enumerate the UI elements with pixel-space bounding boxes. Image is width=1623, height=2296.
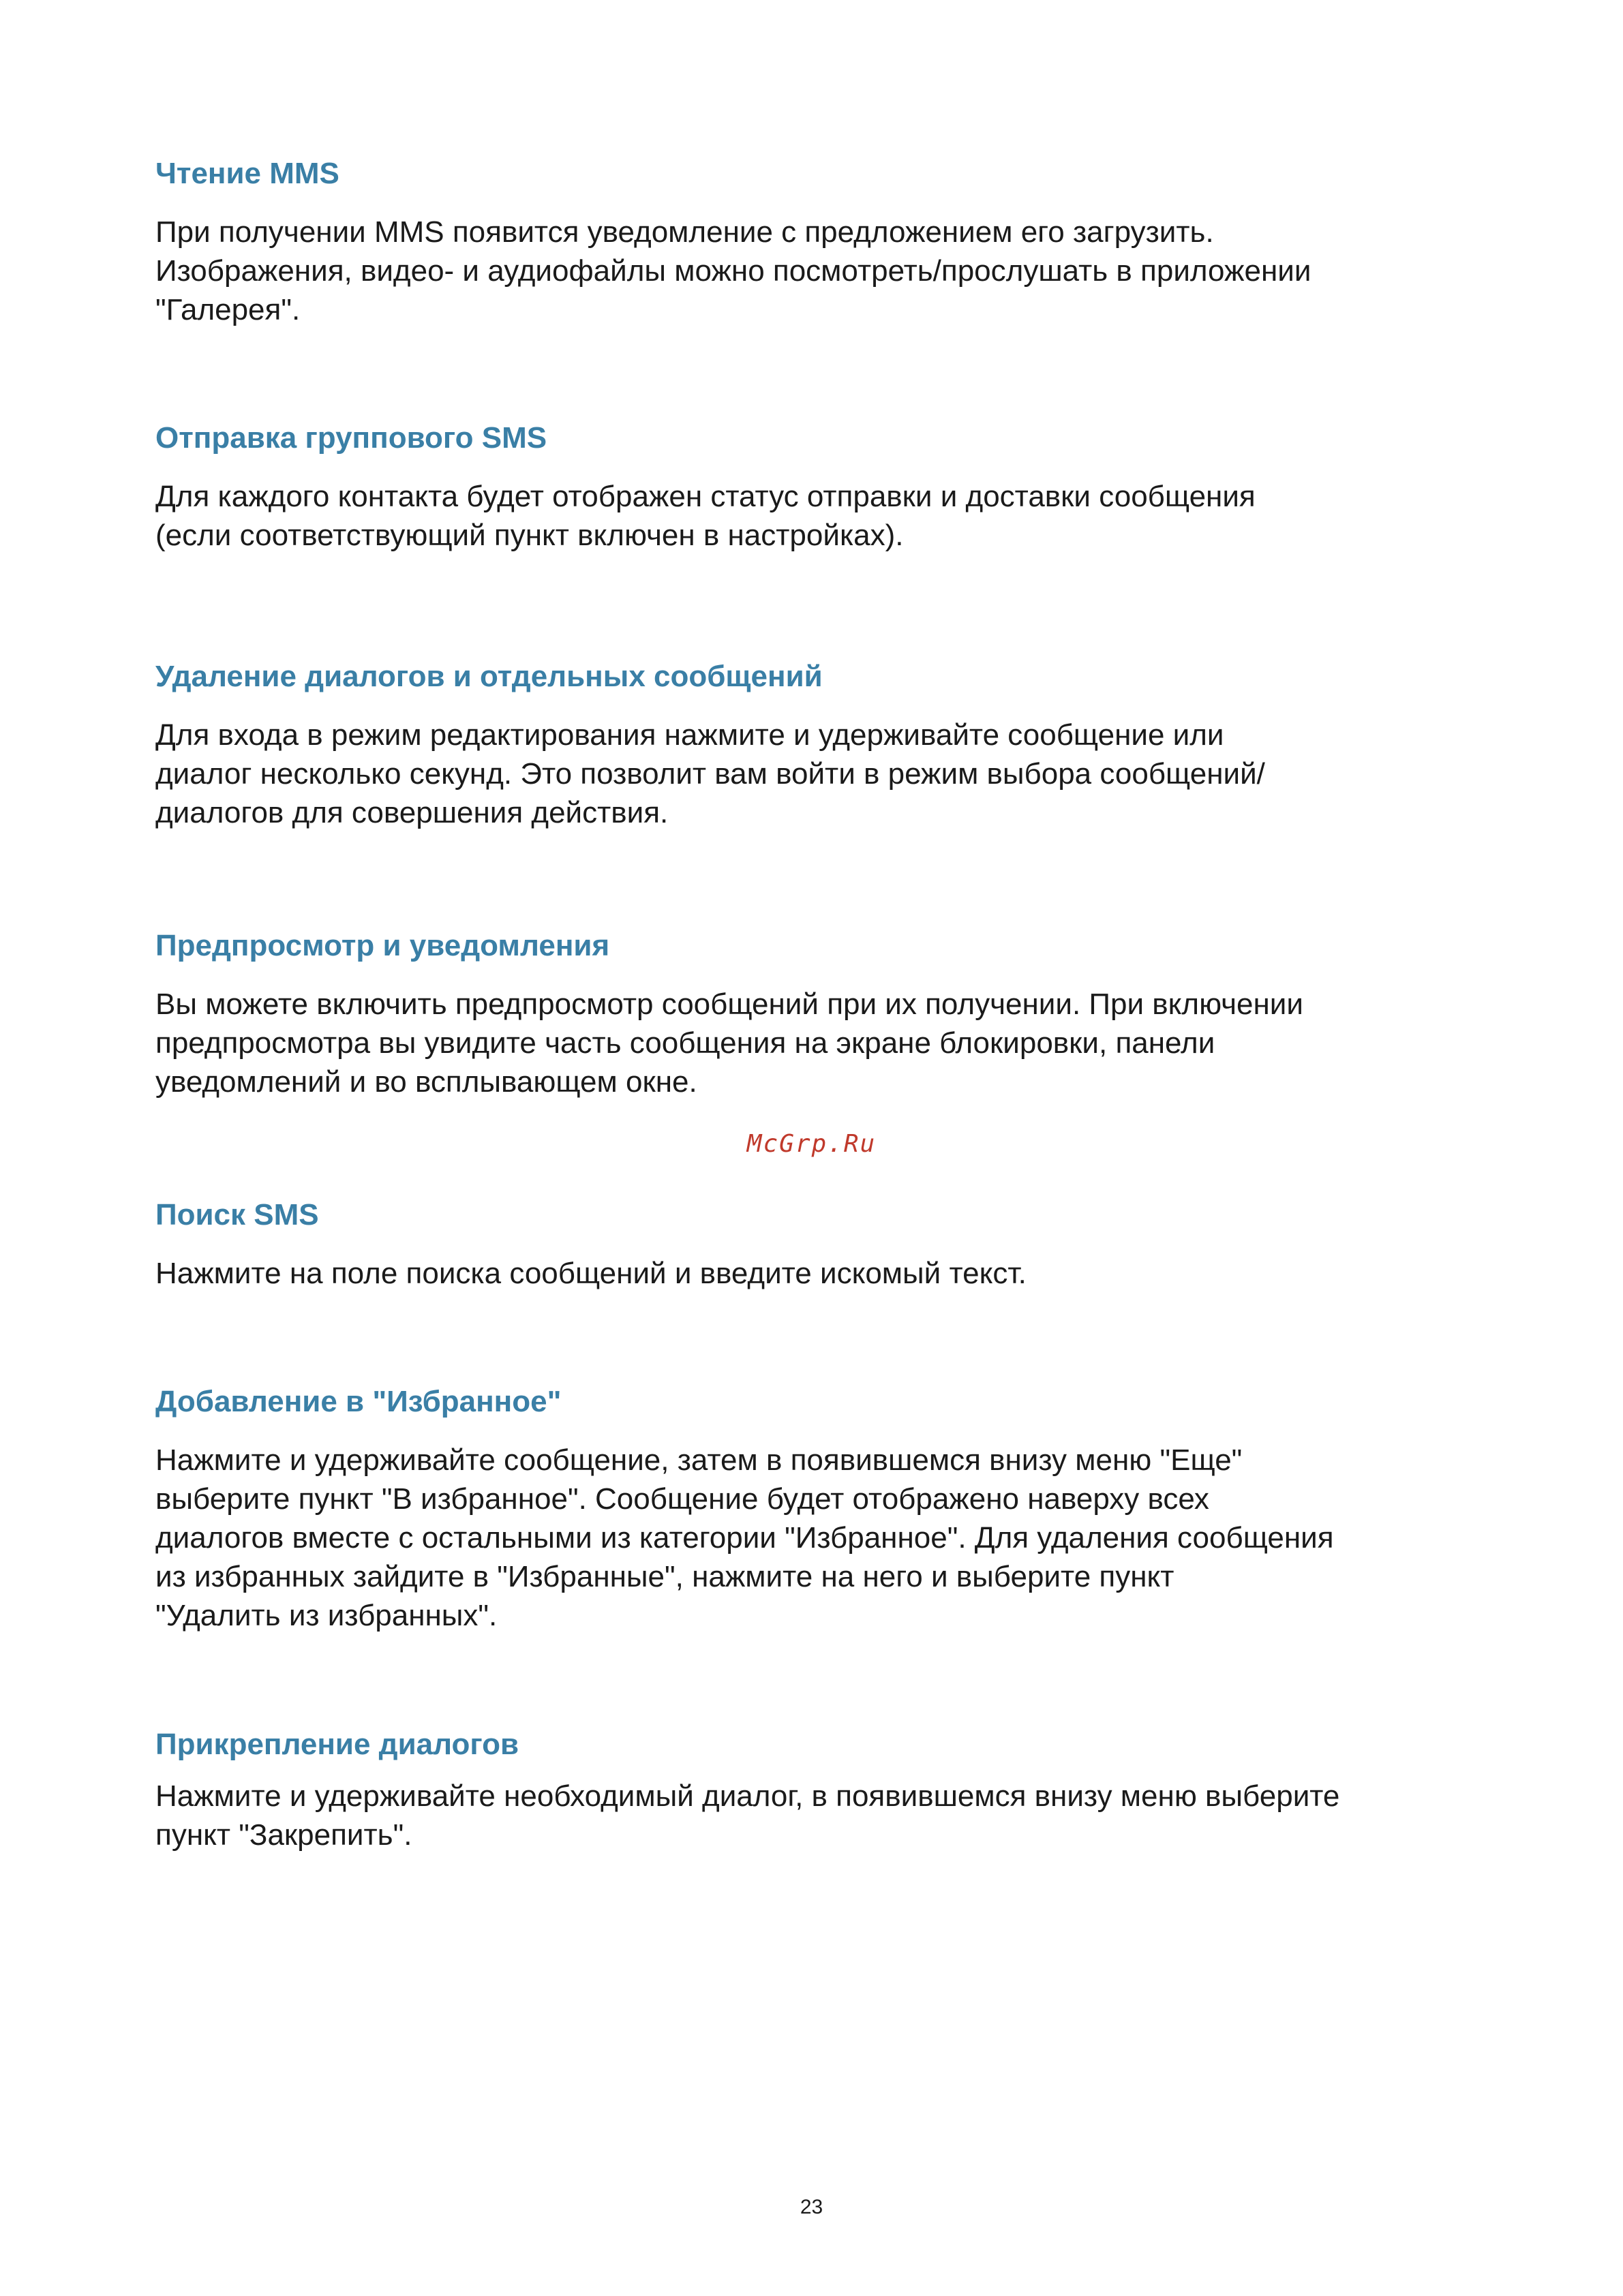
section-body: Для каждого контакта будет отображен статус отправки и доставки сообщения (если соответствующий пункт включен в настройках). bbox=[155, 480, 1256, 552]
section-search-sms bbox=[155, 1197, 1491, 1293]
section-heading: Удаление диалогов и отдельных сообщений bbox=[155, 660, 823, 693]
section-body: Нажмите и удерживайте необходимый диалог, в появившемся внизу меню выберите пункт "Закрепить". bbox=[155, 1779, 1340, 1852]
section-heading: Предпросмотр и уведомления bbox=[155, 929, 610, 962]
section-reading-mms bbox=[155, 155, 1491, 329]
section-heading: Чтение MMS bbox=[155, 157, 339, 190]
section-heading: Поиск SMS bbox=[155, 1198, 319, 1231]
section-body: При получении MMS появится уведомление с предложением его загрузить. Изображения, видео- и аудиофайлы можно посмотреть/прослушать в приложении "Галерея". bbox=[155, 215, 1311, 326]
section-body: Нажмите и удерживайте сообщение, затем в появившемся внизу меню "Еще" выберите пункт "В избранное". Сообщение будет отображено наверху всех диалогов вместе с остальными из категории "Избранное". Для удаления сообщения из избранных зайдите в "Избранные", нажмите на него и выберите пункт "Удалить из избранных". bbox=[155, 1443, 1334, 1632]
section-add-favorites bbox=[155, 1383, 1491, 1635]
section-body: Вы можете включить предпросмотр сообщений при их получении. При включении предпросмотра вы увидите часть сообщения на экране блокировки, панели уведомлений и во всплывающем окне. bbox=[155, 988, 1303, 1099]
watermark: McGrp.Ru bbox=[746, 1130, 877, 1158]
section-body: Нажмите на поле поиска сообщений и введите искомый текст. bbox=[155, 1257, 1027, 1290]
section-delete-dialogs bbox=[155, 658, 1491, 832]
page-number: 23 bbox=[800, 2196, 823, 2218]
section-heading: Отправка группового SMS bbox=[155, 421, 547, 455]
section-heading: Добавление в "Избранное" bbox=[155, 1385, 562, 1418]
section-body: Для входа в режим редактирования нажмите и удерживайте сообщение или диалог несколько секунд. Это позволит вам войти в режим выбора сообщений/ диалогов для совершения действия. bbox=[155, 718, 1265, 829]
section-group-sms bbox=[155, 420, 1491, 555]
section-pin-dialogs bbox=[155, 1726, 1491, 1854]
section-heading: Прикрепление диалогов bbox=[155, 1728, 519, 1761]
section-preview-notifications bbox=[155, 928, 1491, 1101]
